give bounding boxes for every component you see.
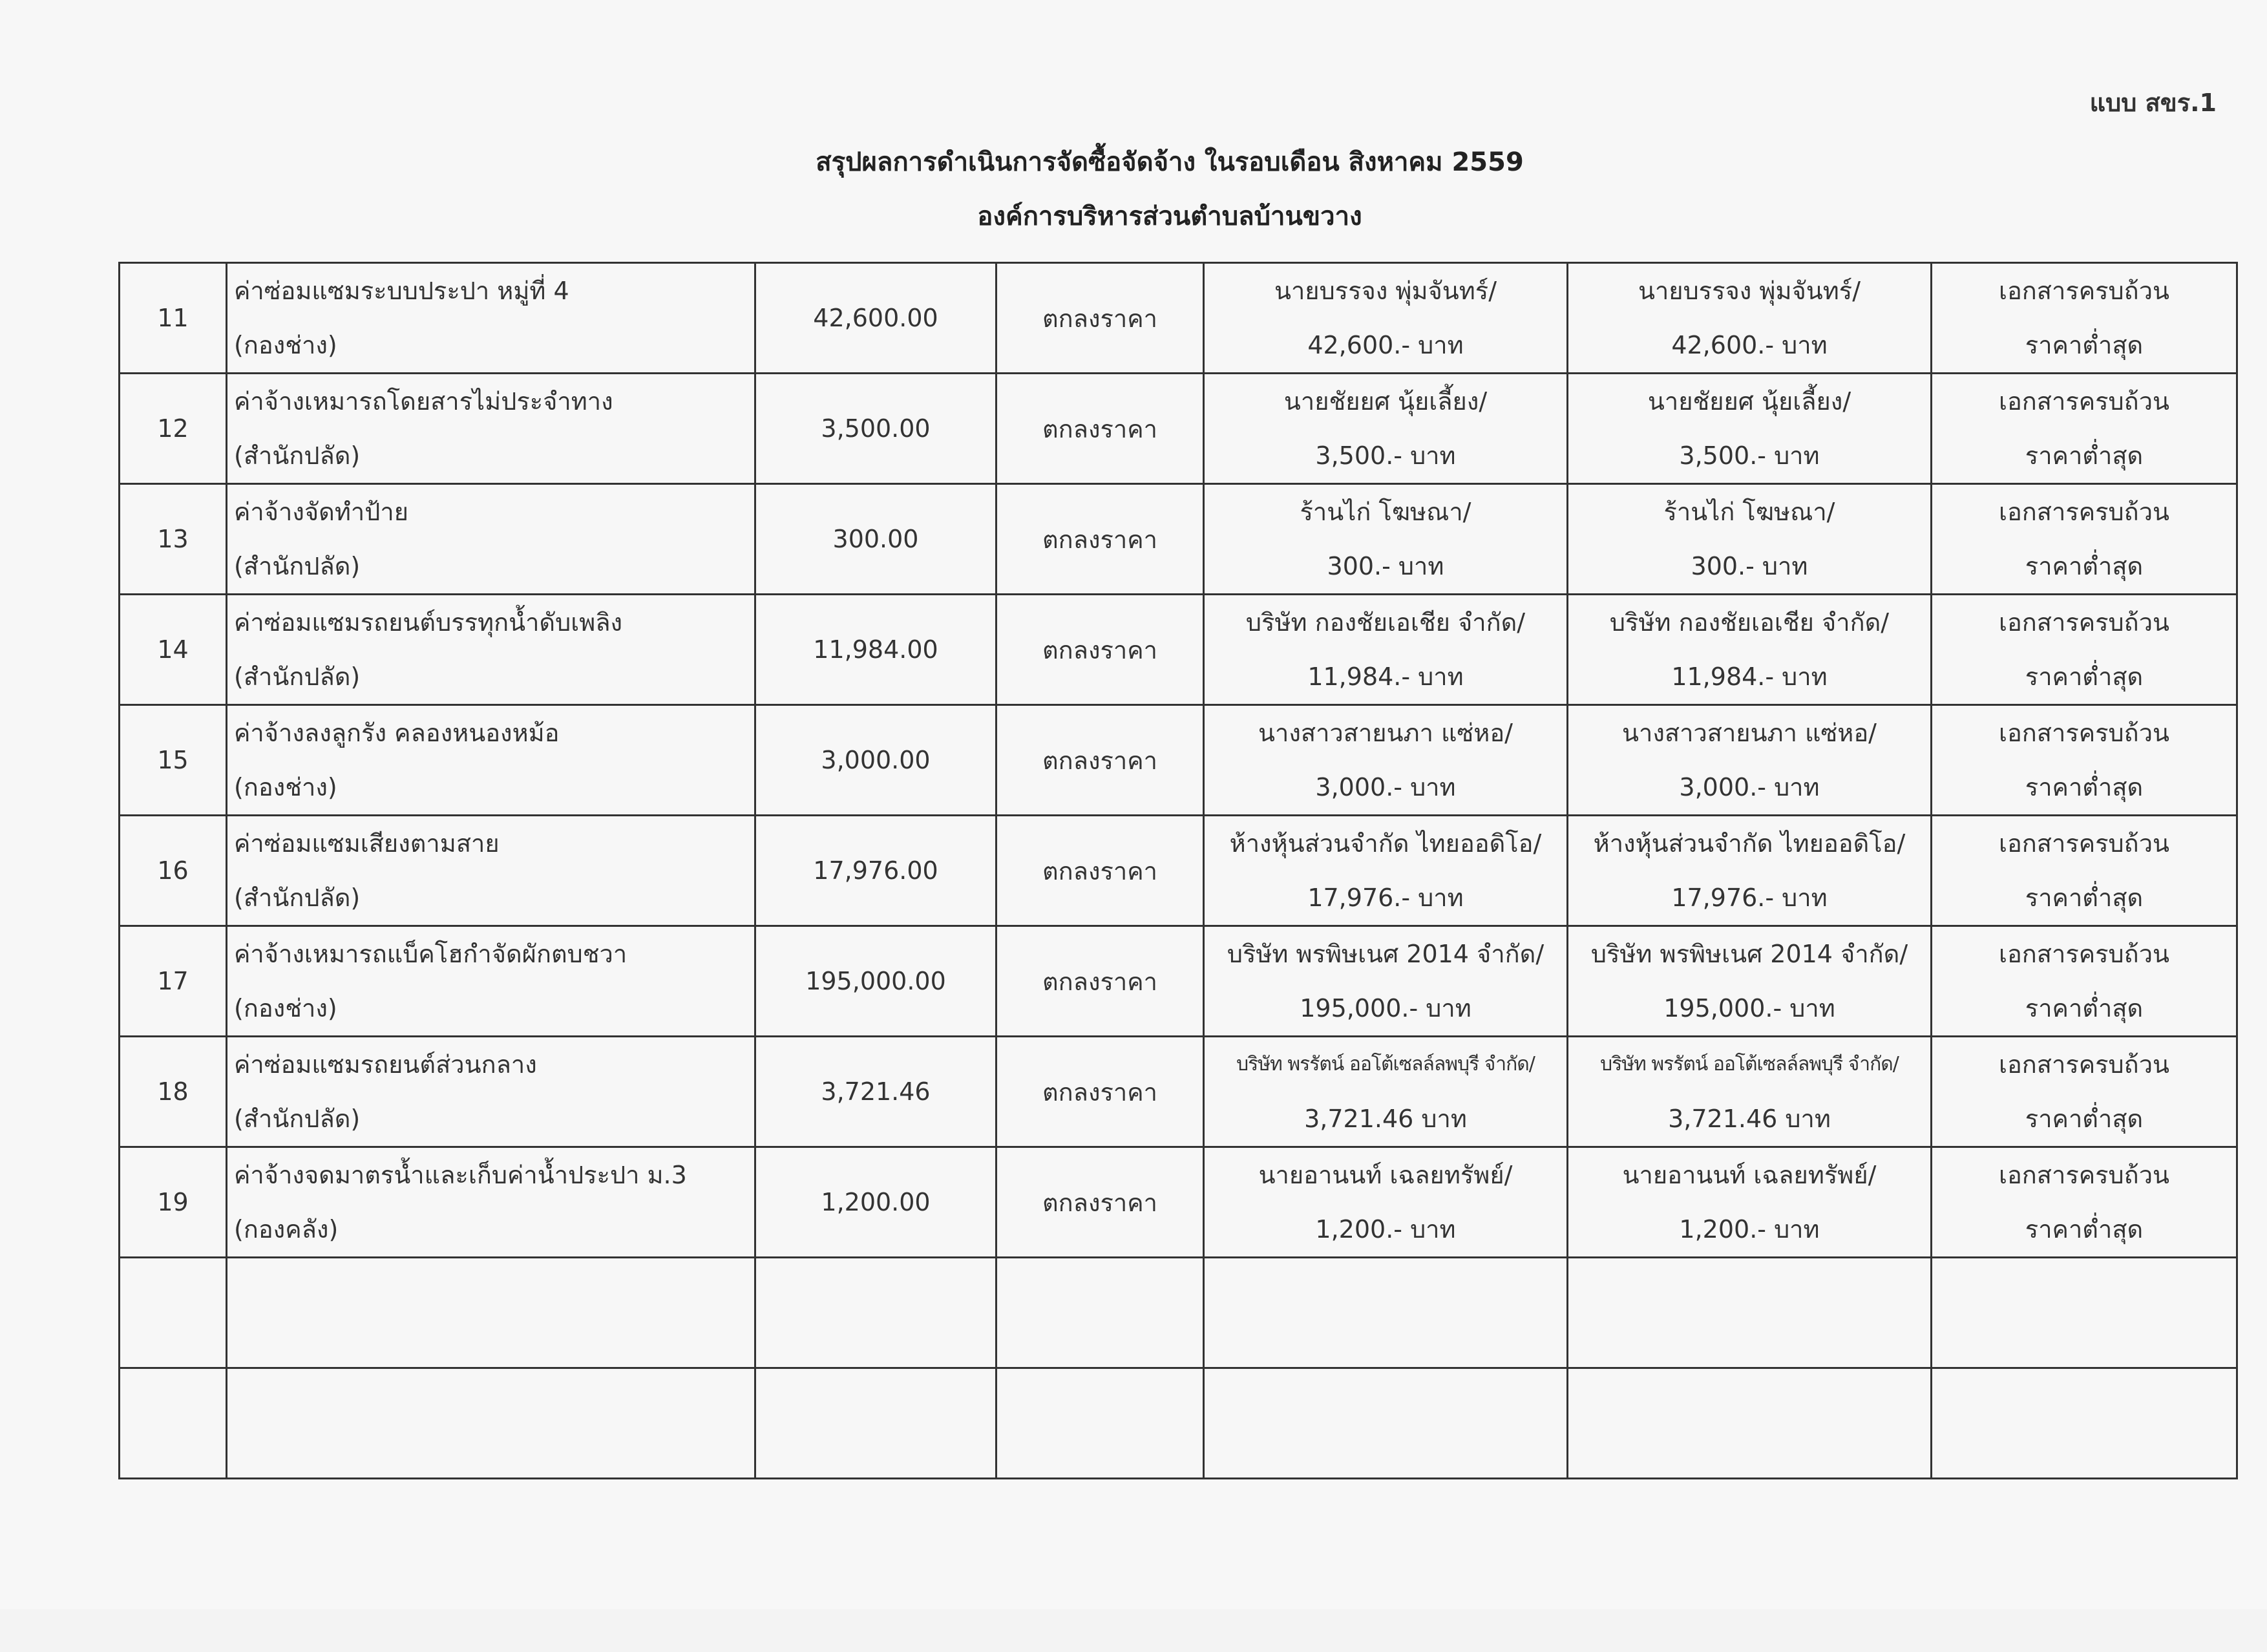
empty-cell	[120, 1258, 227, 1368]
bidders-cell	[1204, 374, 1568, 484]
reason-line: ราคาต่ำสุด	[2025, 773, 2144, 801]
row-number: 12	[120, 374, 227, 484]
bid-price: 11,984.- บาท	[1307, 662, 1464, 691]
bid-price: 300.- บาท	[1327, 552, 1444, 580]
item-description	[227, 816, 755, 926]
bid-price: 195,000.- บาท	[1300, 994, 1471, 1022]
description-line: ค่าซ่อมแซมรถยนต์ส่วนกลาง	[234, 1050, 537, 1079]
selection-reason	[1932, 374, 2237, 484]
bidder-name: บริษัท กองชัยเอเชีย จำกัด/	[1245, 608, 1526, 637]
budget-amount: 3,500.00	[755, 374, 996, 484]
winner-price: 3,500.- บาท	[1679, 441, 1820, 470]
reason-line: เอกสารครบถ้วน	[1998, 1050, 2170, 1079]
empty-cell	[227, 1258, 755, 1368]
procurement-table	[118, 262, 2238, 1479]
selection-reason	[1932, 595, 2237, 705]
winner-name: นายบรรจง พุ่มจันทร์/	[1638, 277, 1861, 305]
department-line: (กองช่าง)	[234, 331, 337, 359]
budget-amount: 300.00	[755, 484, 996, 595]
procurement-method: ตกลงราคา	[996, 705, 1204, 816]
reason-line: เอกสารครบถ้วน	[1998, 719, 2170, 747]
item-description	[227, 263, 755, 374]
budget-amount: 3,000.00	[755, 705, 996, 816]
selection-reason	[1932, 816, 2237, 926]
empty-cell	[996, 1368, 1204, 1479]
item-description	[227, 484, 755, 595]
selection-reason	[1932, 1037, 2237, 1147]
budget-amount: 195,000.00	[755, 926, 996, 1037]
row-number: 16	[120, 816, 227, 926]
winner-name: นางสาวสายนภา แซ่หอ/	[1622, 719, 1877, 747]
description-line: ค่าจ้างลงลูกรัง คลองหนองหม้อ	[234, 719, 560, 747]
table-row	[120, 484, 2237, 595]
reason-line: ราคาต่ำสุด	[2025, 1215, 2144, 1244]
winner-name: บริษัท พรพิษเนศ 2014 จำกัด/	[1590, 940, 1908, 968]
row-number: 14	[120, 595, 227, 705]
bidder-name: ร้านไก่ โฆษณา/	[1300, 498, 1471, 526]
budget-amount: 17,976.00	[755, 816, 996, 926]
reason-line: ราคาต่ำสุด	[2025, 662, 2144, 691]
procurement-method: ตกลงราคา	[996, 374, 1204, 484]
bid-price: 42,600.- บาท	[1307, 331, 1464, 359]
description-line: ค่าจ้างจัดทำป้าย	[234, 498, 408, 526]
table-row	[120, 926, 2237, 1037]
row-number: 17	[120, 926, 227, 1037]
procurement-method: ตกลงราคา	[996, 816, 1204, 926]
item-description	[227, 705, 755, 816]
table-row	[120, 1037, 2237, 1147]
bidders-cell	[1204, 263, 1568, 374]
table-row	[120, 1147, 2237, 1258]
table-row	[120, 374, 2237, 484]
bidders-cell	[1204, 816, 1568, 926]
bidders-cell	[1204, 595, 1568, 705]
winner-price: 11,984.- บาท	[1671, 662, 1828, 691]
empty-cell	[1204, 1368, 1568, 1479]
procurement-method: ตกลงราคา	[996, 484, 1204, 595]
reason-line: เอกสารครบถ้วน	[1998, 608, 2170, 637]
empty-cell	[755, 1368, 996, 1479]
winner-cell	[1568, 705, 1932, 816]
empty-cell	[1932, 1368, 2237, 1479]
reason-line: เอกสารครบถ้วน	[1998, 940, 2170, 968]
reason-line: ราคาต่ำสุด	[2025, 994, 2144, 1022]
selection-reason	[1932, 926, 2237, 1037]
bid-price: 3,500.- บาท	[1315, 441, 1456, 470]
bidder-name: นายอานนท์ เฉลยทรัพย์/	[1258, 1161, 1513, 1189]
winner-cell	[1568, 816, 1932, 926]
procurement-method: ตกลงราคา	[996, 1147, 1204, 1258]
department-line: (สำนักปลัด)	[234, 552, 361, 580]
winner-price: 300.- บาท	[1691, 552, 1808, 580]
bidder-name: นายบรรจง พุ่มจันทร์/	[1274, 277, 1497, 305]
bid-price: 1,200.- บาท	[1315, 1215, 1456, 1244]
department-line: (กองช่าง)	[234, 994, 337, 1022]
reason-line: เอกสารครบถ้วน	[1998, 829, 2170, 858]
procurement-method: ตกลงราคา	[996, 595, 1204, 705]
bidder-name: ห้างหุ้นส่วนจำกัด ไทยออดิโอ/	[1229, 829, 1542, 858]
winner-price: 42,600.- บาท	[1671, 331, 1828, 359]
winner-cell	[1568, 1037, 1932, 1147]
bidder-name: นางสาวสายนภา แซ่หอ/	[1258, 719, 1513, 747]
bid-price: 3,000.- บาท	[1315, 773, 1456, 801]
selection-reason	[1932, 484, 2237, 595]
department-line: (สำนักปลัด)	[234, 884, 361, 912]
row-number: 19	[120, 1147, 227, 1258]
empty-cell	[1568, 1258, 1932, 1368]
table-row	[120, 595, 2237, 705]
selection-reason	[1932, 1147, 2237, 1258]
winner-price: 195,000.- บาท	[1663, 994, 1835, 1022]
empty-cell	[227, 1368, 755, 1479]
item-description	[227, 595, 755, 705]
reason-line: ราคาต่ำสุด	[2025, 1105, 2144, 1133]
reason-line: ราคาต่ำสุด	[2025, 441, 2144, 470]
reason-line: เอกสารครบถ้วน	[1998, 387, 2170, 416]
winner-name: ห้างหุ้นส่วนจำกัด ไทยออดิโอ/	[1593, 829, 1906, 858]
procurement-method: ตกลงราคา	[996, 1037, 1204, 1147]
winner-cell	[1568, 484, 1932, 595]
winner-price: 3,721.46 บาท	[1668, 1105, 1831, 1133]
winner-price: 17,976.- บาท	[1671, 884, 1828, 912]
budget-amount: 11,984.00	[755, 595, 996, 705]
empty-cell	[120, 1368, 227, 1479]
description-line: ค่าซ่อมแซมระบบประปา หมู่ที่ 4	[234, 277, 569, 305]
bidders-cell	[1204, 705, 1568, 816]
description-line: ค่าซ่อมแซมเสียงตามสาย	[234, 829, 500, 858]
description-line: ค่าซ่อมแซมรถยนต์บรรทุกน้ำดับเพลิง	[234, 608, 623, 637]
winner-name: นายอานนท์ เฉลยทรัพย์/	[1622, 1161, 1877, 1189]
winner-price: 3,000.- บาท	[1679, 773, 1820, 801]
bid-price: 3,721.46 บาท	[1304, 1105, 1467, 1133]
winner-price: 1,200.- บาท	[1679, 1215, 1820, 1244]
description-line: ค่าจ้างจดมาตรน้ำและเก็บค่าน้ำประปา ม.3	[234, 1161, 687, 1189]
reason-line: เอกสารครบถ้วน	[1998, 498, 2170, 526]
empty-table-row	[120, 1368, 2237, 1479]
bidders-cell	[1204, 1037, 1568, 1147]
bid-price: 17,976.- บาท	[1307, 884, 1464, 912]
reason-line: ราคาต่ำสุด	[2025, 884, 2144, 912]
procurement-method: ตกลงราคา	[996, 926, 1204, 1037]
winner-name: บริษัท กองชัยเอเชีย จำกัด/	[1609, 608, 1890, 637]
department-line: (สำนักปลัด)	[234, 1105, 361, 1133]
winner-name: นายชัยยศ นุ้ยเลี้ยง/	[1647, 387, 1851, 416]
item-description	[227, 1147, 755, 1258]
procurement-method: ตกลงราคา	[996, 263, 1204, 374]
reason-line: ราคาต่ำสุด	[2025, 331, 2144, 359]
winner-cell	[1568, 1147, 1932, 1258]
table-row	[120, 705, 2237, 816]
table-row	[120, 816, 2237, 926]
organization-name: องค์การบริหารส่วนตำบลบ้านขวาง	[977, 202, 1362, 231]
bidders-cell	[1204, 926, 1568, 1037]
bidders-cell	[1204, 1147, 1568, 1258]
winner-cell	[1568, 926, 1932, 1037]
department-line: (สำนักปลัด)	[234, 441, 361, 470]
empty-cell	[1204, 1258, 1568, 1368]
winner-name: บริษัท พรรัตน์ ออโต้เซลล์ลพบุรี จำกัด/	[1600, 1053, 1899, 1075]
row-number: 18	[120, 1037, 227, 1147]
selection-reason	[1932, 263, 2237, 374]
reason-line: เอกสารครบถ้วน	[1998, 277, 2170, 305]
bidder-name: บริษัท พรรัตน์ ออโต้เซลล์ลพบุรี จำกัด/	[1236, 1053, 1535, 1075]
winner-cell	[1568, 374, 1932, 484]
budget-amount: 3,721.46	[755, 1037, 996, 1147]
form-code: แบบ สขร.1	[2089, 89, 2217, 117]
empty-cell	[1932, 1258, 2237, 1368]
empty-cell	[755, 1258, 996, 1368]
item-description	[227, 926, 755, 1037]
bidder-name: นายชัยยศ นุ้ยเลี้ยง/	[1283, 387, 1488, 416]
item-description	[227, 1037, 755, 1147]
department-line: (กองคลัง)	[234, 1215, 339, 1244]
winner-cell	[1568, 263, 1932, 374]
budget-amount: 1,200.00	[755, 1147, 996, 1258]
description-line: ค่าจ้างเหมารถแบ็คโฮกำจัดผักตบชวา	[234, 940, 627, 968]
winner-name: ร้านไก่ โฆษณา/	[1663, 498, 1835, 526]
empty-cell	[1568, 1368, 1932, 1479]
description-line: ค่าจ้างเหมารถโดยสารไม่ประจำทาง	[234, 387, 613, 416]
bidder-name: บริษัท พรพิษเนศ 2014 จำกัด/	[1227, 940, 1545, 968]
item-description	[227, 374, 755, 484]
row-number: 11	[120, 263, 227, 374]
winner-cell	[1568, 595, 1932, 705]
empty-table-row	[120, 1258, 2237, 1368]
department-line: (กองช่าง)	[234, 773, 337, 801]
budget-amount: 42,600.00	[755, 263, 996, 374]
bidders-cell	[1204, 484, 1568, 595]
document-title: สรุปผลการดำเนินการจัดซื้อจัดจ้าง ในรอบเดือน สิงหาคม 2559	[816, 147, 1524, 177]
row-number: 13	[120, 484, 227, 595]
empty-cell	[996, 1258, 1204, 1368]
row-number: 15	[120, 705, 227, 816]
reason-line: ราคาต่ำสุด	[2025, 552, 2144, 580]
selection-reason	[1932, 705, 2237, 816]
table-row	[120, 263, 2237, 374]
department-line: (สำนักปลัด)	[234, 662, 361, 691]
reason-line: เอกสารครบถ้วน	[1998, 1161, 2170, 1189]
